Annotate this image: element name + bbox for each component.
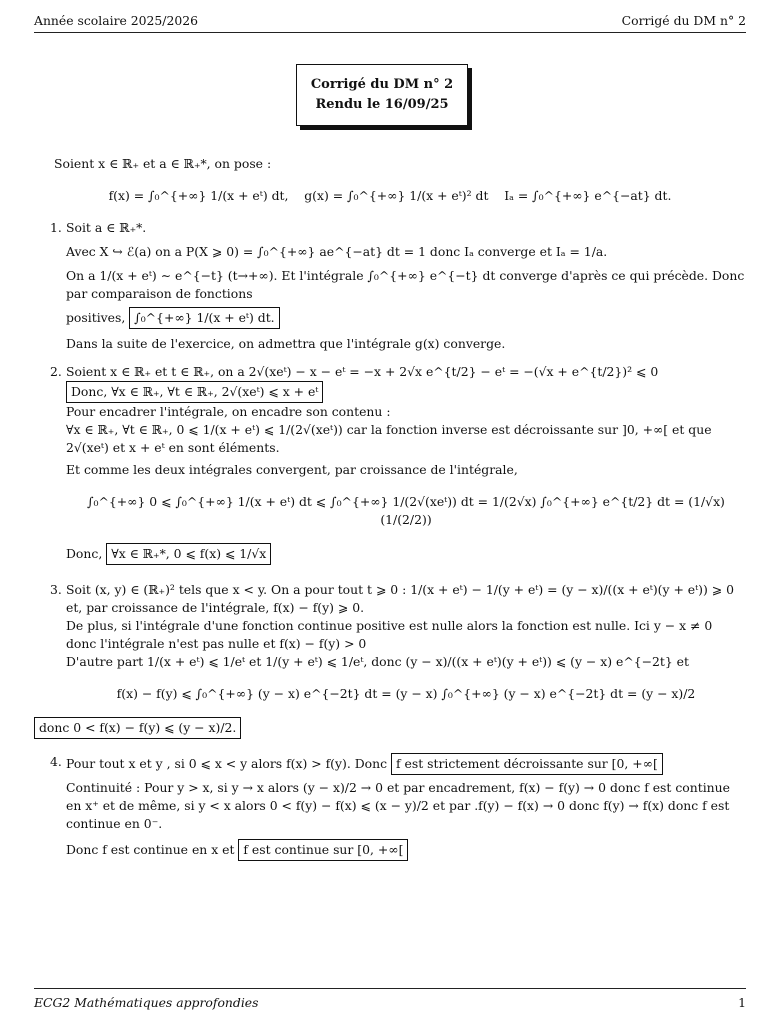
question-number: 4. (50, 753, 62, 769)
q4-line-3-prefix: Donc f est continue en x et (66, 841, 235, 857)
q4-line-2: Continuité : Pour y > x, si y → x alors (y − x)/2 → 0 et par encadrement, f(x) − f(y) → 0 donc f est continue en x⁺ et de même, si y < x alors 0 < f(y) − f(x) ⩽ (x − y)/2 et par .f(y) − f(x) → 0 donc f(y) → f(x) donc f est continue en 0⁻. (66, 779, 730, 831)
page-header (34, 12, 746, 30)
q2-result-box-2: ∀x ∈ ℝ₊*, 0 ⩽ f(x) ⩽ 1/√x (106, 543, 271, 565)
definitions (34, 187, 746, 205)
q4-result-box-2: f est continue sur [0, +∞[ (238, 839, 408, 861)
question-4 (34, 753, 746, 861)
q1-line-2: Avec X ↪ ℰ(a) on a P(X ⩾ 0) = ∫₀^{+∞} ae^{−at} dt = 1 donc Iₐ converge et Iₐ = 1/a. (66, 243, 608, 259)
q1-line-1: Soit a ∈ ℝ₊*. (66, 219, 147, 235)
header-right: Corrigé du DM n° 2 (621, 13, 746, 28)
q1-line-3: On a 1/(x + eᵗ) ∼ e^{−t} (t→+∞). Et l'intégrale ∫₀^{+∞} e^{−t} dt converge d'après ce qui précède. Donc par comparaison de fonctions (66, 267, 745, 301)
q4-line-1-prefix: Pour tout x et y , si 0 ⩽ x < y alors f(x) > f(y). Donc (66, 755, 388, 771)
q1-line-4-prefix: positives, (66, 309, 126, 325)
page-number: 1 (738, 995, 746, 1010)
q3-display-equation: f(x) − f(y) ⩽ ∫₀^{+∞} (y − x) e^{−2t} dt = (y − x) ∫₀^{+∞} (y − x) e^{−2t} dt = (y − x)/2 (116, 685, 696, 701)
title-line-1: Corrigé du DM n° 2 (310, 76, 454, 92)
title-box (296, 64, 468, 126)
question-1 (34, 219, 746, 353)
header-rule (34, 32, 746, 33)
question-number: 1. (50, 219, 62, 235)
intro-text: Soient x ∈ ℝ₊ et a ∈ ℝ₊*, on pose : (54, 156, 272, 171)
q3-line-1: Soit (x, y) ∈ (ℝ₊)² tels que x < y. On a pour tout t ⩾ 0 : 1/(x + eᵗ) − 1/(y + eᵗ) = (y − x)/((x + eᵗ)(y + eᵗ)) ⩾ 0 et, par croissance de l'intégrale, f(x) − f(y) ⩾ 0. (66, 581, 734, 615)
q1-result-box: ∫₀^{+∞} 1/(x + eᵗ) dt. (129, 307, 279, 329)
page-footer (34, 994, 746, 1012)
q4-result-box-1: f est strictement décroissante sur [0, +∞[ (391, 753, 663, 775)
title-line-2: Rendu le 16/09/25 (315, 97, 449, 112)
q2-line-4: Et comme les deux intégrales convergent, par croissance de l'intégrale, (66, 461, 518, 477)
q2-line-2: Pour encadrer l'intégrale, on encadre son contenu : (66, 403, 391, 419)
def-g: g(x) = ∫₀^{+∞} 1/(x + eᵗ)² dt (304, 187, 489, 203)
q2-result-box-1: Donc, ∀x ∈ ℝ₊, ∀t ∈ ℝ₊, 2√(xeᵗ) ⩽ x + eᵗ (66, 381, 323, 403)
question-number: 2. (50, 363, 62, 379)
footer-left: ECG2 Mathématiques approfondies (34, 995, 259, 1010)
q2-display-equation: ∫₀^{+∞} 0 ⩽ ∫₀^{+∞} 1/(x + eᵗ) dt ⩽ ∫₀^{+∞} 1/(2√(xeᵗ)) dt = 1/(2√x) ∫₀^{+∞} e^{t/2} dt = (1/√x)(1/(2/2)) (87, 493, 725, 527)
def-f: f(x) = ∫₀^{+∞} 1/(x + eᵗ) dt, (108, 187, 289, 203)
q3-line-3: D'autre part 1/(x + eᵗ) ⩽ 1/eᵗ et 1/(y + eᵗ) ⩽ 1/eᵗ, donc (y − x)/((x + eᵗ)(y + eᵗ)) ⩽ (y − x) e^{−2t} et (66, 653, 689, 669)
document-body (34, 155, 746, 861)
q1-line-5: Dans la suite de l'exercice, on admettra que l'intégrale g(x) converge. (66, 335, 506, 351)
q2-line-1: Soient x ∈ ℝ₊ et t ∈ ℝ₊, on a 2√(xeᵗ) − x − eᵗ = −x + 2√x e^{t/2} − eᵗ = −(√x + e^{t/2})² ⩽ 0 (66, 363, 659, 379)
def-I: Iₐ = ∫₀^{+∞} e^{−at} dt. (504, 187, 672, 203)
q2-line-5-prefix: Donc, (66, 545, 103, 561)
question-3 (34, 581, 746, 739)
question-number: 3. (50, 581, 62, 597)
header-left: Année scolaire 2025/2026 (34, 13, 199, 28)
footer-rule (34, 988, 746, 989)
question-2 (34, 363, 746, 565)
q2-line-3: ∀x ∈ ℝ₊, ∀t ∈ ℝ₊, 0 ⩽ 1/(x + eᵗ) ⩽ 1/(2√(xeᵗ)) car la fonction inverse est décroissante sur ]0, +∞[ et que 2√(xeᵗ) et x + eᵗ en sont éléments. (66, 421, 712, 455)
q3-result-box: donc 0 < f(x) − f(y) ⩽ (y − x)/2. (34, 717, 241, 739)
q3-line-2: De plus, si l'intégrale d'une fonction continue positive est nulle alors la fonction est nulle. Ici y − x ≠ 0 donc l'intégrale n'est pas nulle et f(x) − f(y) > 0 (66, 617, 713, 651)
